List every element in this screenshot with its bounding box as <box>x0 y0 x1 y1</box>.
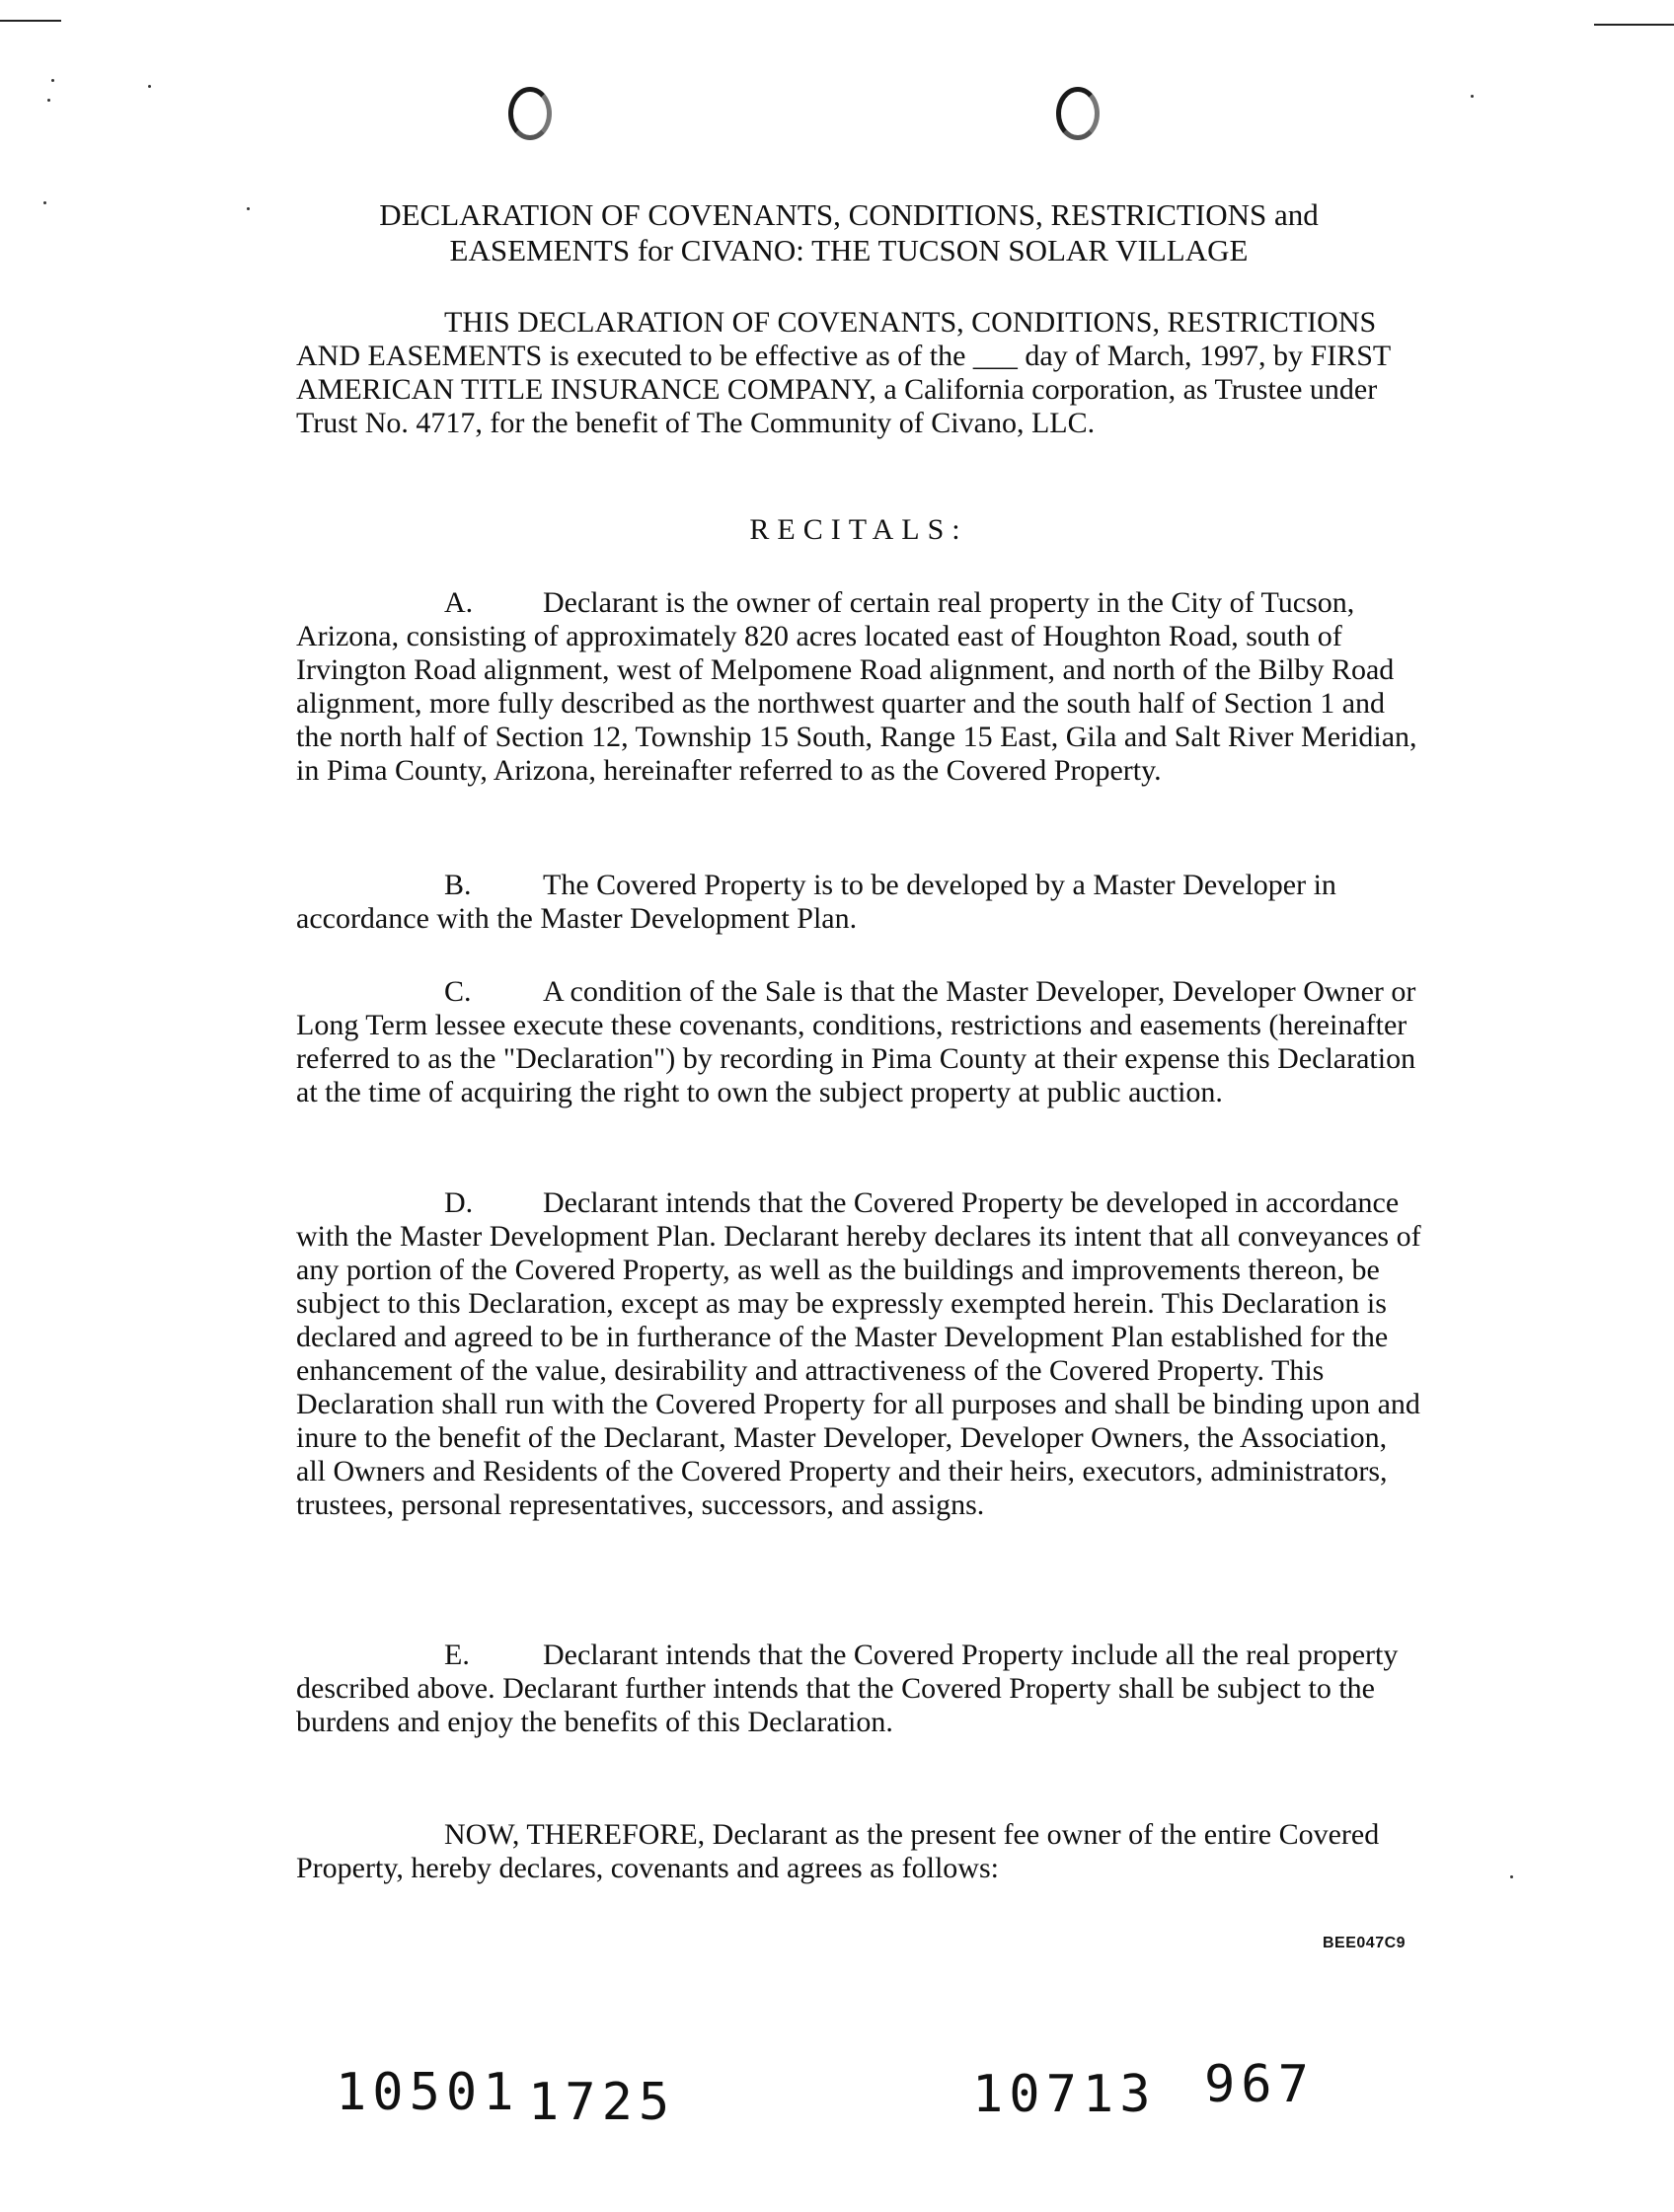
recitals-heading: RECITALS: <box>749 513 968 546</box>
recital-b <box>296 869 1421 936</box>
recital-a <box>296 586 1421 788</box>
recital-letter: D. <box>444 1186 474 1219</box>
scan-edge-mark-right <box>1594 24 1674 26</box>
recording-stamp: 10713 <box>972 2065 1157 2124</box>
intro-paragraph <box>296 306 1421 440</box>
scan-speck <box>1510 1875 1513 1878</box>
document-id: BEE047C9 <box>1323 1935 1407 1951</box>
intro-text: THIS DECLARATION OF COVENANTS, CONDITIONS, RESTRICTIONS AND EASEMENTS is executed to be effective as of the ___ day of March, 1997, by FIRST AMERICAN TITLE INSURANCE COMPANY, a California corporation, as Trustee under Trust No. 4717, for the benefit of The Community of Civano, LLC. <box>296 306 1391 439</box>
recital-c <box>296 975 1421 1109</box>
recital-letter: A. <box>444 586 474 619</box>
scan-speck <box>43 201 46 204</box>
title-line-2: EASEMENTS for CIVANO: THE TUCSON SOLAR VILLAGE <box>449 233 1249 267</box>
punch-hole-left <box>508 87 552 140</box>
scan-speck <box>247 207 250 210</box>
recital-letter: C. <box>444 975 472 1008</box>
closing-paragraph <box>296 1818 1421 1885</box>
recital-text: The Covered Property is to be developed by a Master Developer in accordance with the Master Development Plan. <box>296 869 1336 935</box>
document-title <box>296 197 1402 268</box>
recital-text: Declarant is the owner of certain real property in the City of Tucson, Arizona, consisting of approximately 820 acres located east of Houghton Road, south of Irvington Road alignment, west of Melpomene Road alignment, and north of the Bilby Road alignment, more fully described as the northwest quarter and the south half of Section 1 and the north half of Section 12, Township 15 South, Range 15 East, Gila and Salt River Meridian, in Pima County, Arizona, hereinafter referred to as the Covered Property. <box>296 586 1417 787</box>
recital-letter: E. <box>444 1639 470 1671</box>
recital-text: A condition of the Sale is that the Master Developer, Developer Owner or Long Term lessee execute these covenants, conditions, restrictions and easements (hereinafter referred to as the "Declaration") by recording in Pima County at their expense this Declaration at the time of acquiring the right to own the subject property at public auction. <box>296 975 1416 1108</box>
scan-speck <box>148 85 151 88</box>
recital-e <box>296 1639 1421 1739</box>
scan-speck <box>1471 95 1474 98</box>
scan-speck <box>51 79 54 82</box>
punch-hole-right <box>1056 87 1100 140</box>
recital-text: Declarant intends that the Covered Property be developed in accordance with the Master Development Plan. Declarant hereby declares its intent that all conveyances of any portion of the Covered Property, as well as the buildings and improvements thereon, be subject to this Declaration, except as may be expressly exempted herein. This Declaration is declared and agreed to be in furtherance of the Master Development Plan established for the enhancement of the value, desirability and attractiveness of the Covered Property. This Declaration shall run with the Covered Property for all purposes and shall be binding upon and inure to the benefit of the Declarant, Master Developer, Developer Owners, the Association, all Owners and Residents of the Covered Property and their heirs, executors, administrators, trustees, personal representatives, successors, and assigns. <box>296 1186 1421 1521</box>
recording-stamp: 10501 <box>336 2063 520 2122</box>
title-line-1: DECLARATION OF COVENANTS, CONDITIONS, RESTRICTIONS and <box>379 197 1319 232</box>
recording-stamp: 1725 <box>528 2073 676 2132</box>
recital-d <box>296 1186 1421 1522</box>
recital-text: Declarant intends that the Covered Property include all the real property described above. Declarant further intends that the Covered Property shall be subject to the burdens and enjoy the benefits of this Declaration. <box>296 1639 1399 1738</box>
recital-letter: B. <box>444 869 472 901</box>
scan-speck <box>47 99 50 102</box>
closing-text: NOW, THEREFORE, Declarant as the present fee owner of the entire Covered Property, hereby declares, covenants and agrees as follows: <box>296 1818 1380 1884</box>
scan-edge-mark-left <box>0 20 61 22</box>
recording-stamp: 967 <box>1204 2055 1315 2114</box>
